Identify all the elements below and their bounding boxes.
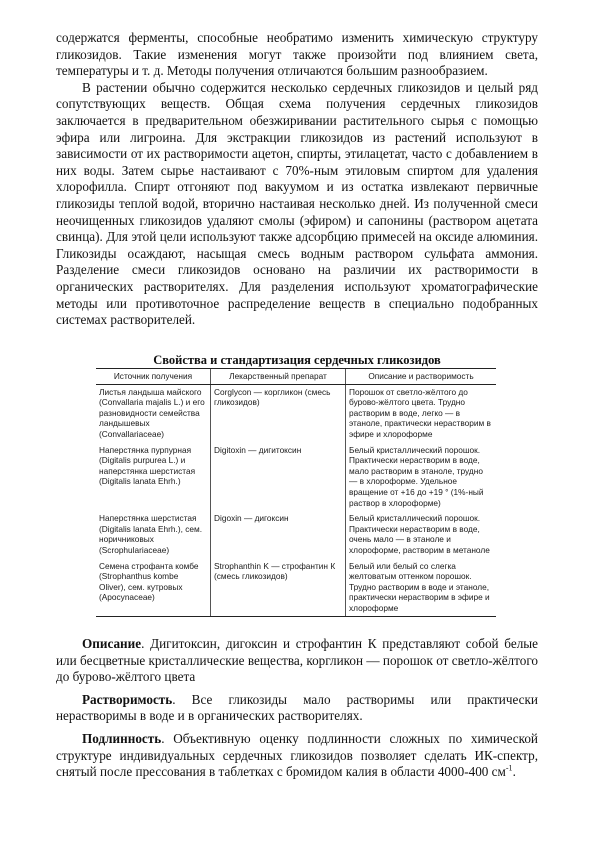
paragraph-intro: содержатся ферменты, способные необратимо изменить химическую структуру гликозидов. Такие изменения могут также произойти под влиянием света, температуры и т. д. Методы получения отличаются большим разнообразием. [56, 30, 538, 79]
header-preparation: Лекарственный препарат [211, 369, 346, 385]
lower-text [56, 636, 538, 781]
paragraph-solubility [56, 692, 538, 725]
cell-source: Наперстянка пурпурная (Digitalis purpurea L.) и наперстянка шерстистая (Digitalis lanata Ehrh.) [99, 444, 196, 487]
cell-preparation: Corglycon — коргликон (смесь гликозидов) [211, 384, 346, 442]
table-header-row [96, 369, 496, 385]
cell-description: Порошок от светло-жёлтого до бурово-жёлтого цвета. Трудно растворим в воде, легко — в этаноле, практически нерастворим в эфире и хлороформе [346, 384, 497, 442]
table-row [96, 384, 496, 442]
cell-description: Белый кристаллический порошок. Практически нерастворим в воде, мало растворим в этаноле, трудно — в хлороформе. Удельное вращение от +16 до +19 ° (1%-ный раствор в хлороформе) [346, 443, 497, 512]
authenticity-label: Подлинность [82, 730, 162, 746]
glycosides-table [96, 368, 496, 617]
paragraph-authenticity [56, 731, 538, 781]
description-label: Описание [82, 636, 142, 651]
authenticity-superscript: -1 [505, 763, 513, 773]
table-row [96, 559, 496, 617]
cell-source: Наперстянка шерстистая (Digitalis lanata Ehrh.), сем. норичниковых (Scrophulariaceae) [99, 513, 203, 555]
cell-description: Белый кристаллический порошок. Практически нерастворим в воде, очень мало — в этаноле и хлороформе, растворим в метаноле [346, 511, 497, 558]
authenticity-text: . Объективную оценку подлинности сложных по химической структуре индивидуальных сердечных гликозидов позволяет сделать ИК-спектр, снятый после прессования в таблетках с бромидом калия в области 4000-400 см [56, 730, 538, 780]
table-row [96, 443, 496, 512]
paragraph-description [56, 636, 538, 686]
cell-description: Белый или белый со слегка желтоватым оттенком порошок. Трудно растворим в воде и этаноле, практически нерастворим в эфире и хлороформе [346, 559, 497, 617]
section-heading: Свойства и стандартизация сердечных гликозидов [153, 352, 441, 367]
cell-preparation: Digoxin — дигоксин [211, 511, 346, 558]
cell-preparation: Digitoxin — дигитоксин [211, 443, 346, 512]
header-source: Источник получения [96, 369, 211, 385]
cell-source: Листья ландыша майского (Convallaria majalis L.) и его разновидности семейства ландышевых (Convallariaceae) [99, 386, 205, 439]
authenticity-end: . [512, 764, 516, 780]
table-row [96, 511, 496, 558]
paragraph-method: В растении обычно содержится несколько сердечных гликозидов и целый ряд сопутствующих веществ. Общая схема получения сердечных гликозидов заключается в предварительном обезжиривании растительного сырья с помощью эфира или лигроина. Для экстракции гликозидов из растений используют в зависимости от их растворимости ацетон, спирты, этилацетат, часто с добавлением в них воды. Затем сырье настаивают с 70%-ным этиловым спиртом для удаления хлорофилла. Спирт отгоняют под вакуумом и из остатка извлекают первичные гликозиды теплой водой, вторично настаивая несколько дней. Из полученной смеси неочищенных гликозидов удаляют смолы (эфиром) и сапонины (раствором ацетата свинца). Для этой цели используют также адсорбцию примесей на оксиде алюминия. Гликозиды осаждают, насыщая смесь водным раствором сульфата аммония. Разделение смеси гликозидов основано на различии их растворимости в органических растворителях. Для разделения используют хроматографические методы или противоточное распределение веществ в специально подобранных системах растворителей. [56, 79, 538, 328]
upper-text [56, 30, 538, 384]
description-text: . Дигитоксин, дигоксин и строфантин К представляют собой белые или бесцветные кристаллические вещества, коргликон — порошок от светло-жёлтого до бурово-жёлтого цвета [56, 636, 538, 685]
cell-source: Семена строфанта комбе (Strophanthus kombe Oliver), сем. кутровых (Apocynaceae) [96, 559, 211, 617]
solubility-text: . Все гликозиды мало растворимы или практически нерастворимы в воде и в органических растворителях. [56, 691, 538, 724]
cell-preparation: Strophanthin K — строфантин К (смесь гликозидов) [211, 559, 346, 617]
header-description: Описание и растворимость [346, 369, 497, 385]
solubility-label: Растворимость [82, 691, 173, 707]
